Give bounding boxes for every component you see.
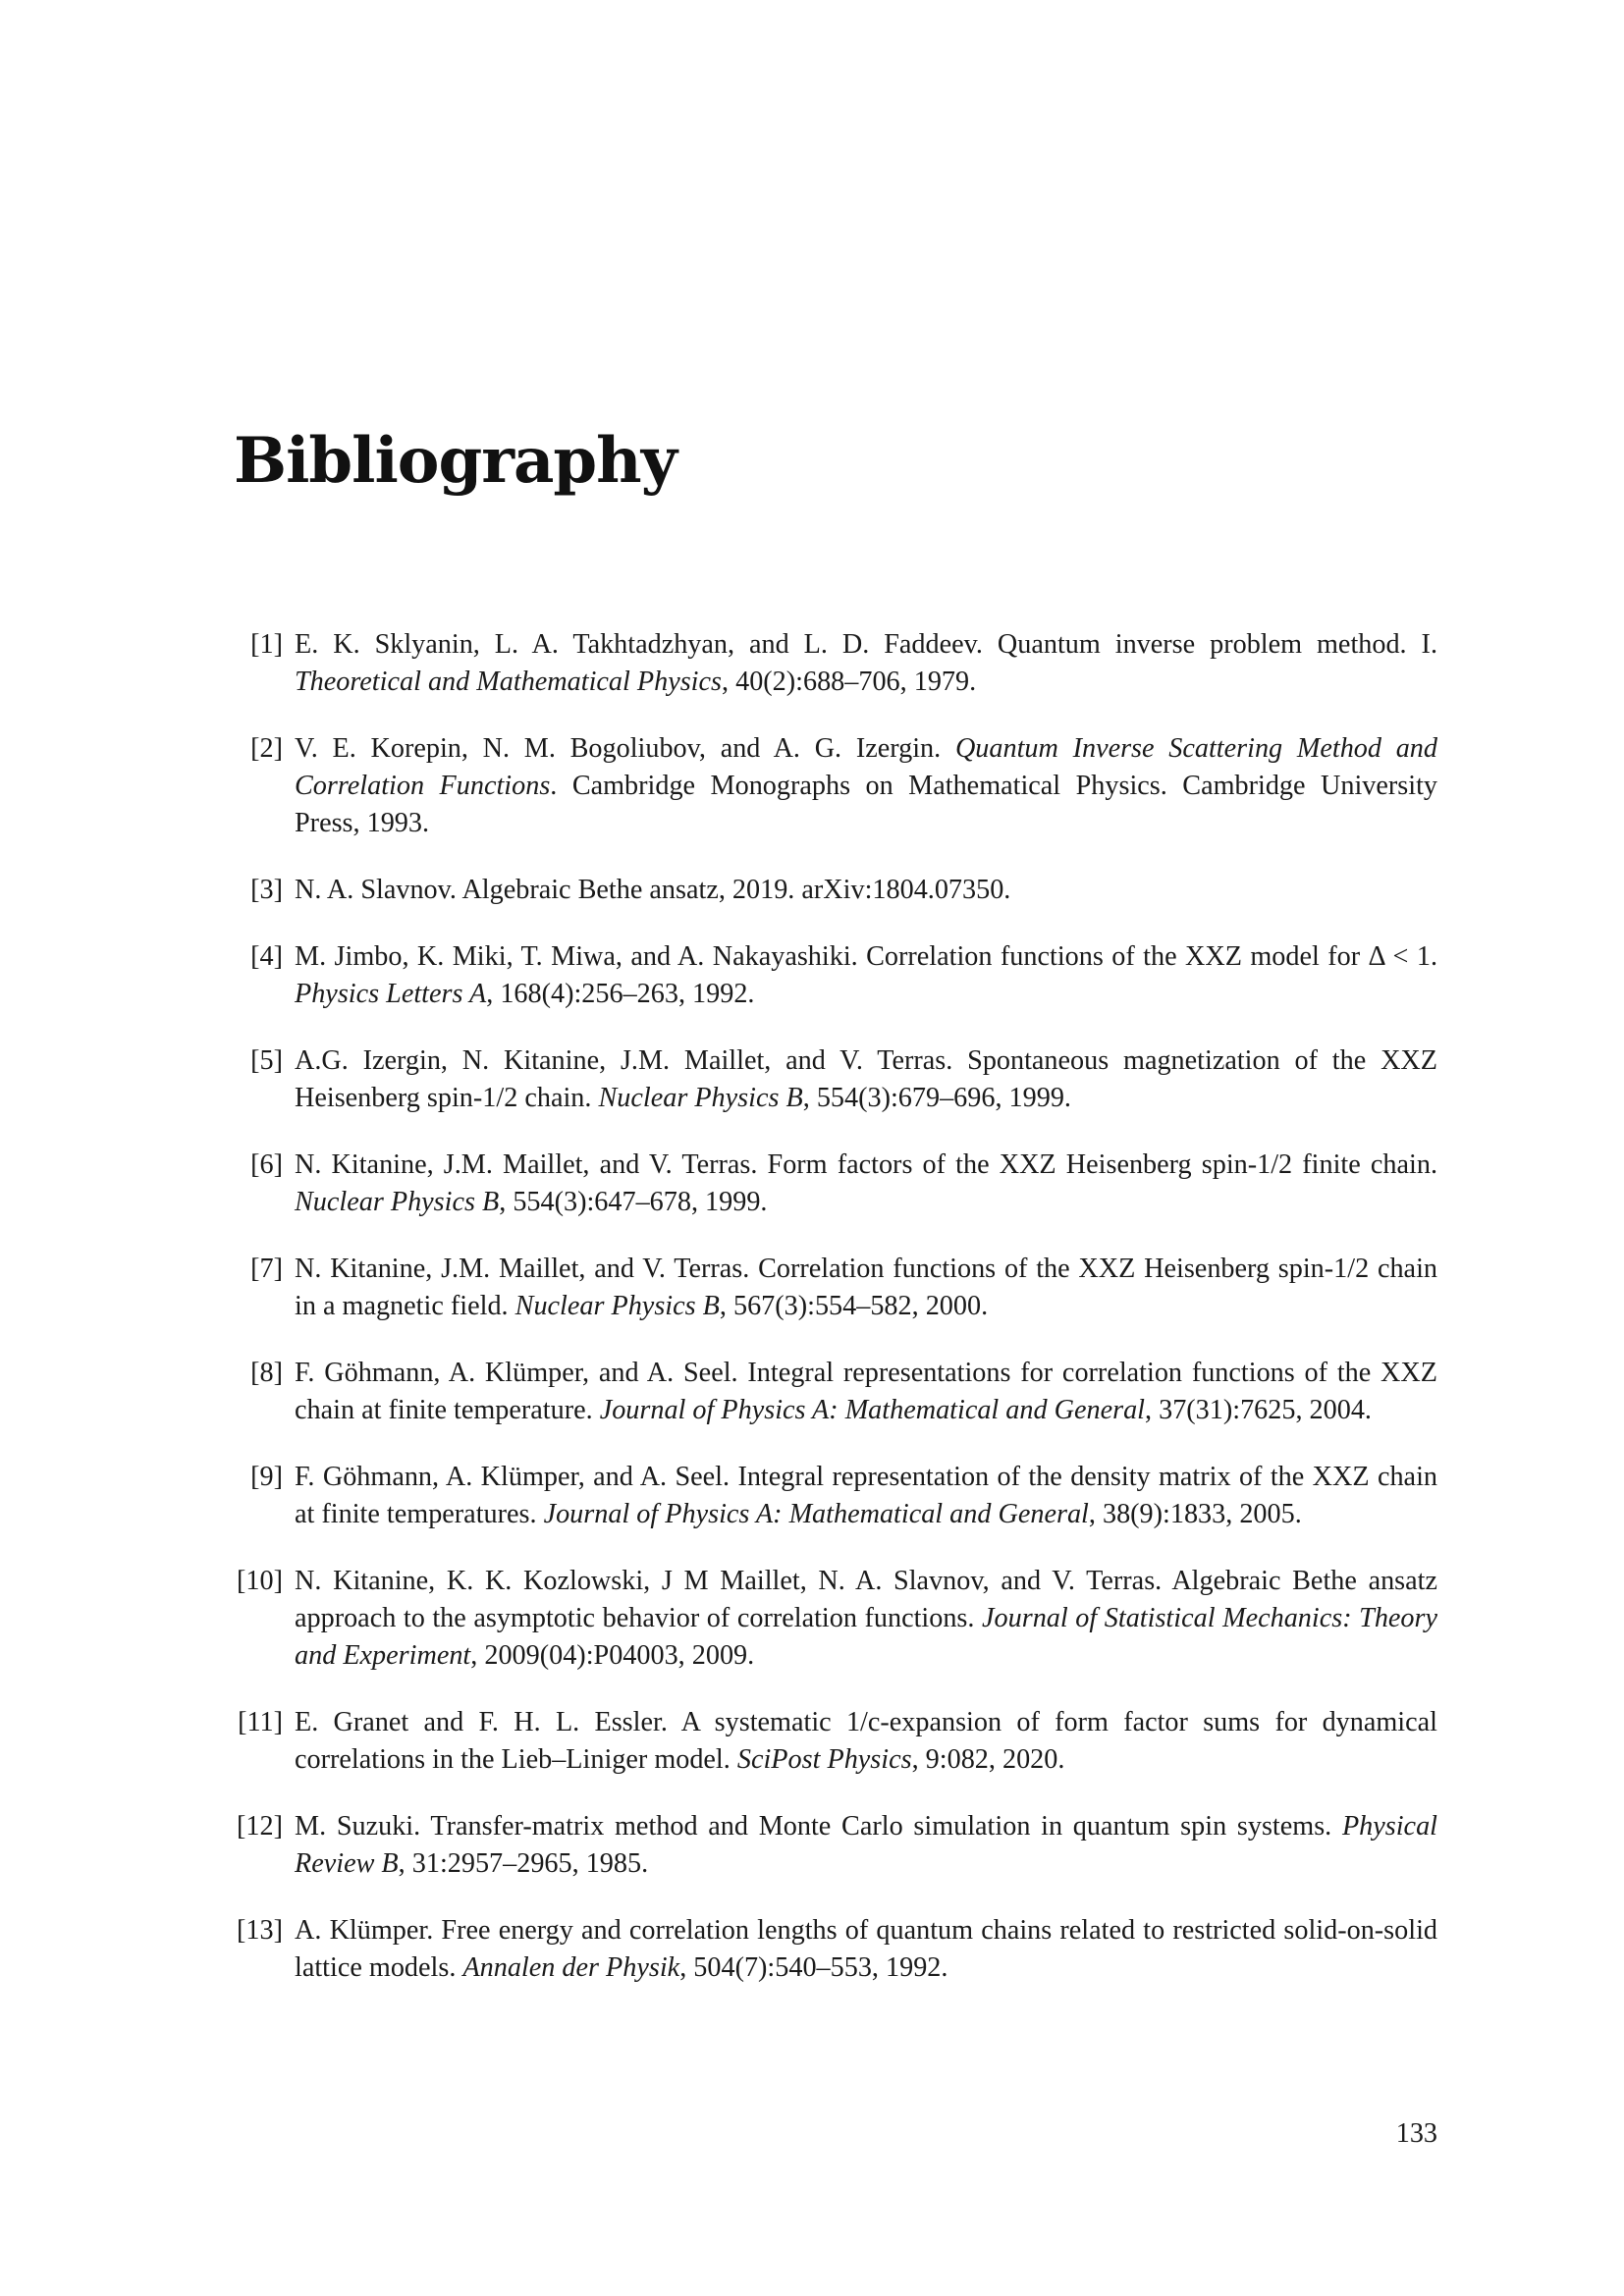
reference-details: , 554(3):679–696, 1999.: [802, 1083, 1071, 1113]
reference-details: , 37(31):7625, 2004.: [1145, 1395, 1372, 1425]
reference-entry: [234, 1355, 1437, 1429]
reference-text: M. Jimbo, K. Miki, T. Miwa, and A. Nakayashiki. Correlation functions of the XXZ model for Δ < 1.: [295, 941, 1437, 972]
reference-number: [13]: [237, 1915, 283, 1946]
reference-number: [6]: [250, 1149, 283, 1180]
reference-text: M. Suzuki. Transfer-matrix method and Monte Carlo simulation in quantum spin systems.: [295, 1811, 1342, 1842]
reference-entry: [234, 1808, 1437, 1883]
reference-number: [11]: [238, 1707, 283, 1737]
reference-details: , 2009(04):P04003, 2009.: [470, 1640, 755, 1671]
reference-details: , 9:082, 2020.: [911, 1744, 1065, 1775]
reference-text: N. Kitanine, K. K. Kozlowski, J M Maillet, N. A. Slavnov, and V. Terras. Algebraic Bethe ansatz approach to the asymptotic behavior of correlation functions.: [295, 1566, 1437, 1633]
reference-details: , 554(3):647–678, 1999.: [499, 1187, 768, 1217]
reference-text: V. E. Korepin, N. M. Bogoliubov, and A. G. Izergin.: [295, 733, 955, 764]
reference-text: N. Kitanine, J.M. Maillet, and V. Terras. Correlation functions of the XXZ Heisenberg spin-1/2 chain in a magnetic field.: [295, 1254, 1437, 1321]
reference-entry: [234, 938, 1437, 1013]
reference-entry: [234, 1563, 1437, 1675]
reference-venue: Journal of Physics A: Mathematical and General: [599, 1395, 1146, 1425]
reference-venue: Annalen der Physik: [462, 1952, 680, 1983]
reference-text: N. Kitanine, J.M. Maillet, and V. Terras. Form factors of the XXZ Heisenberg spin-1/2 finite chain.: [295, 1149, 1437, 1180]
reference-venue: Nuclear Physics B: [598, 1083, 803, 1113]
reference-entry: [234, 1459, 1437, 1533]
reference-text: A.G. Izergin, N. Kitanine, J.M. Maillet, and V. Terras. Spontaneous magnetization of the XXZ Heisenberg spin-1/2 chain.: [295, 1045, 1437, 1113]
reference-number: [2]: [250, 733, 283, 764]
reference-entry: [234, 1251, 1437, 1325]
page-title: Bibliography: [234, 424, 677, 498]
reference-venue: Physical Review B: [295, 1811, 1437, 1879]
reference-text: F. Göhmann, A. Klümper, and A. Seel. Integral representations for correlation functions of the XXZ chain at finite temperature.: [295, 1358, 1437, 1425]
reference-number: [9]: [250, 1462, 283, 1492]
reference-number: [5]: [250, 1045, 283, 1076]
reference-number: [8]: [250, 1358, 283, 1388]
reference-venue: Journal of Statistical Mechanics: Theory and Experiment: [295, 1603, 1438, 1671]
reference-details: , 567(3):554–582, 2000.: [719, 1291, 989, 1321]
reference-entry: [234, 1704, 1437, 1779]
reference-venue: Quantum Inverse Scattering Method and Correlation Functions: [295, 733, 1437, 801]
reference-number: [4]: [250, 941, 283, 972]
reference-venue: Theoretical and Mathematical Physics: [295, 667, 722, 697]
reference-venue: Nuclear Physics B: [514, 1291, 720, 1321]
reference-entry: [234, 1912, 1437, 1987]
reference-venue: SciPost Physics: [736, 1744, 912, 1775]
reference-venue: Journal of Physics A: Mathematical and General: [543, 1499, 1089, 1529]
page-number: 133: [1395, 2118, 1437, 2149]
reference-entry: [234, 1147, 1437, 1221]
reference-text: E. K. Sklyanin, L. A. Takhtadzhyan, and L. D. Faddeev. Quantum inverse problem method. I.: [295, 629, 1437, 660]
reference-text: F. Göhmann, A. Klümper, and A. Seel. Integral representation of the density matrix of the XXZ chain at finite temperatures.: [295, 1462, 1437, 1529]
reference-text: N. A. Slavnov. Algebraic Bethe ansatz, 2019. arXiv:1804.07350.: [295, 875, 1011, 905]
reference-details: , 40(2):688–706, 1979.: [722, 667, 977, 697]
bibliography-list: [234, 626, 1437, 2016]
reference-text: E. Granet and F. H. L. Essler. A systematic 1/c-expansion of form factor sums for dynamical correlations in the Lieb–Liniger model.: [295, 1707, 1437, 1775]
reference-venue: Nuclear Physics B: [295, 1187, 500, 1217]
reference-details: , 504(7):540–553, 1992.: [679, 1952, 948, 1983]
reference-number: [7]: [250, 1254, 283, 1284]
reference-details: . Cambridge Monographs on Mathematical Physics. Cambridge University Press, 1993.: [295, 771, 1438, 838]
reference-entry: [234, 872, 1437, 909]
reference-entry: [234, 1042, 1437, 1117]
reference-number: [12]: [237, 1811, 283, 1842]
reference-details: , 168(4):256–263, 1992.: [486, 979, 755, 1009]
reference-number: [1]: [250, 629, 283, 660]
reference-number: [3]: [250, 875, 283, 905]
reference-text: A. Klümper. Free energy and correlation lengths of quantum chains related to restricted solid-on-solid lattice models.: [295, 1915, 1437, 1983]
reference-number: [10]: [237, 1566, 283, 1596]
reference-entry: [234, 730, 1437, 842]
reference-entry: [234, 626, 1437, 701]
reference-details: , 38(9):1833, 2005.: [1088, 1499, 1302, 1529]
reference-venue: Physics Letters A: [295, 979, 487, 1009]
reference-details: , 31:2957–2965, 1985.: [398, 1848, 649, 1879]
